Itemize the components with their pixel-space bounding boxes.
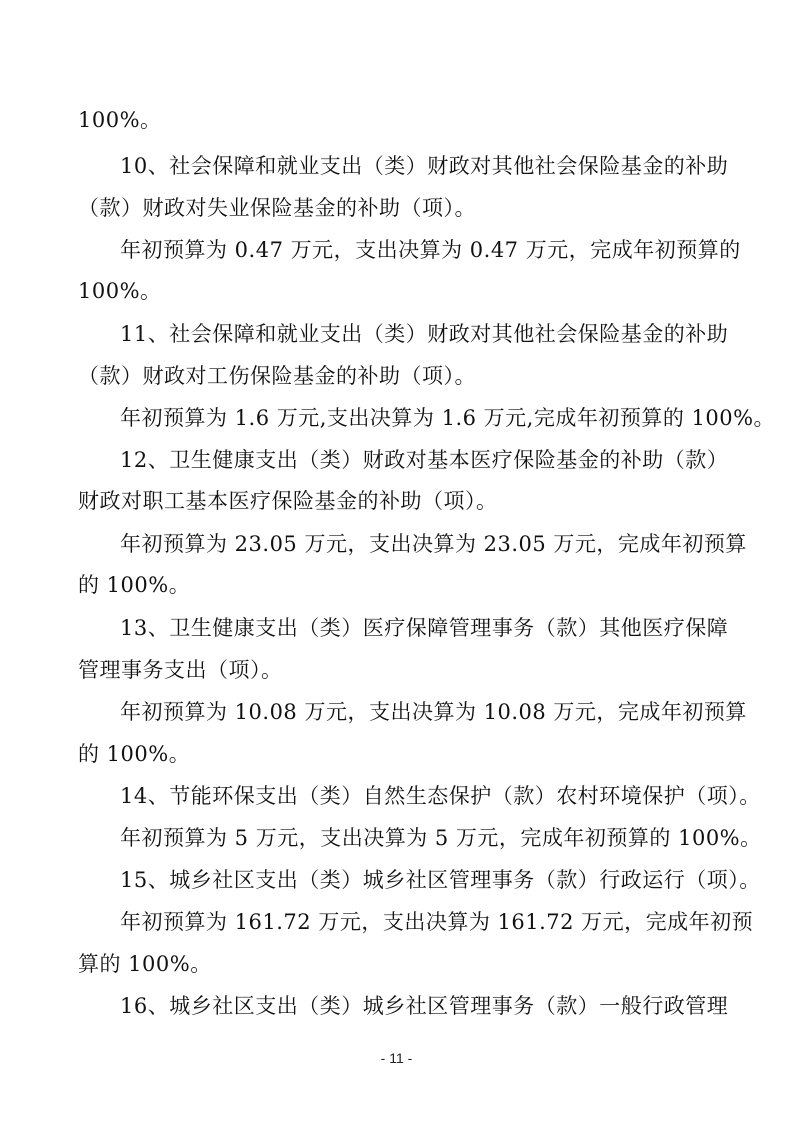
text-line: 算的 100%。 — [78, 952, 212, 976]
text-line: 10、社会保障和就业支出（类）财政对其他社会保险基金的补助 — [120, 154, 729, 178]
text-line: 14、节能环保支出（类）自然生态保护（款）农村环境保护（项）。 — [120, 784, 761, 808]
text-line: 年初预算为 161.72 万元，支出决算为 161.72 万元，完成年初预 — [120, 910, 754, 934]
text-line: 16、城乡社区支出（类）城乡社区管理事务（款）一般行政管理 — [120, 994, 729, 1018]
page-number: - 11 - — [380, 1050, 413, 1066]
text-line: 年初预算为 5 万元，支出决算为 5 万元，完成年初预算的 100%。 — [120, 826, 762, 850]
text-line: 年初预算为 1.6 万元,支出决算为 1.6 万元,完成年初预算的 100%。 — [120, 406, 776, 430]
text-line: 的 100%。 — [78, 573, 191, 597]
text-line: （款）财政对工伤保险基金的补助（项）。 — [78, 364, 476, 388]
text-line: 年初预算为 0.47 万元，支出决算为 0.47 万元，完成年初预算的 — [120, 238, 741, 262]
text-line: 的 100%。 — [78, 742, 191, 766]
text-line: 100%。 — [78, 108, 162, 132]
text-line: 财政对职工基本医疗保险基金的补助（项）。 — [78, 489, 498, 513]
text-line: 管理事务支出（项）。 — [78, 658, 283, 682]
text-line: 15、城乡社区支出（类）城乡社区管理事务（款）行政运行（项）。 — [120, 868, 761, 892]
text-line: 12、卫生健康支出（类）财政对基本医疗保险基金的补助（款） — [120, 448, 729, 472]
text-line: 11、社会保障和就业支出（类）财政对其他社会保险基金的补助 — [120, 322, 729, 346]
text-line: 年初预算为 23.05 万元，支出决算为 23.05 万元，完成年初预算 — [120, 532, 747, 556]
text-line: 13、卫生健康支出（类）医疗保障管理事务（款）其他医疗保障 — [120, 616, 729, 640]
text-line: 年初预算为 10.08 万元，支出决算为 10.08 万元，完成年初预算 — [120, 700, 747, 724]
text-line: 100%。 — [78, 279, 162, 303]
text-line: （款）财政对失业保险基金的补助（项）。 — [78, 196, 476, 220]
